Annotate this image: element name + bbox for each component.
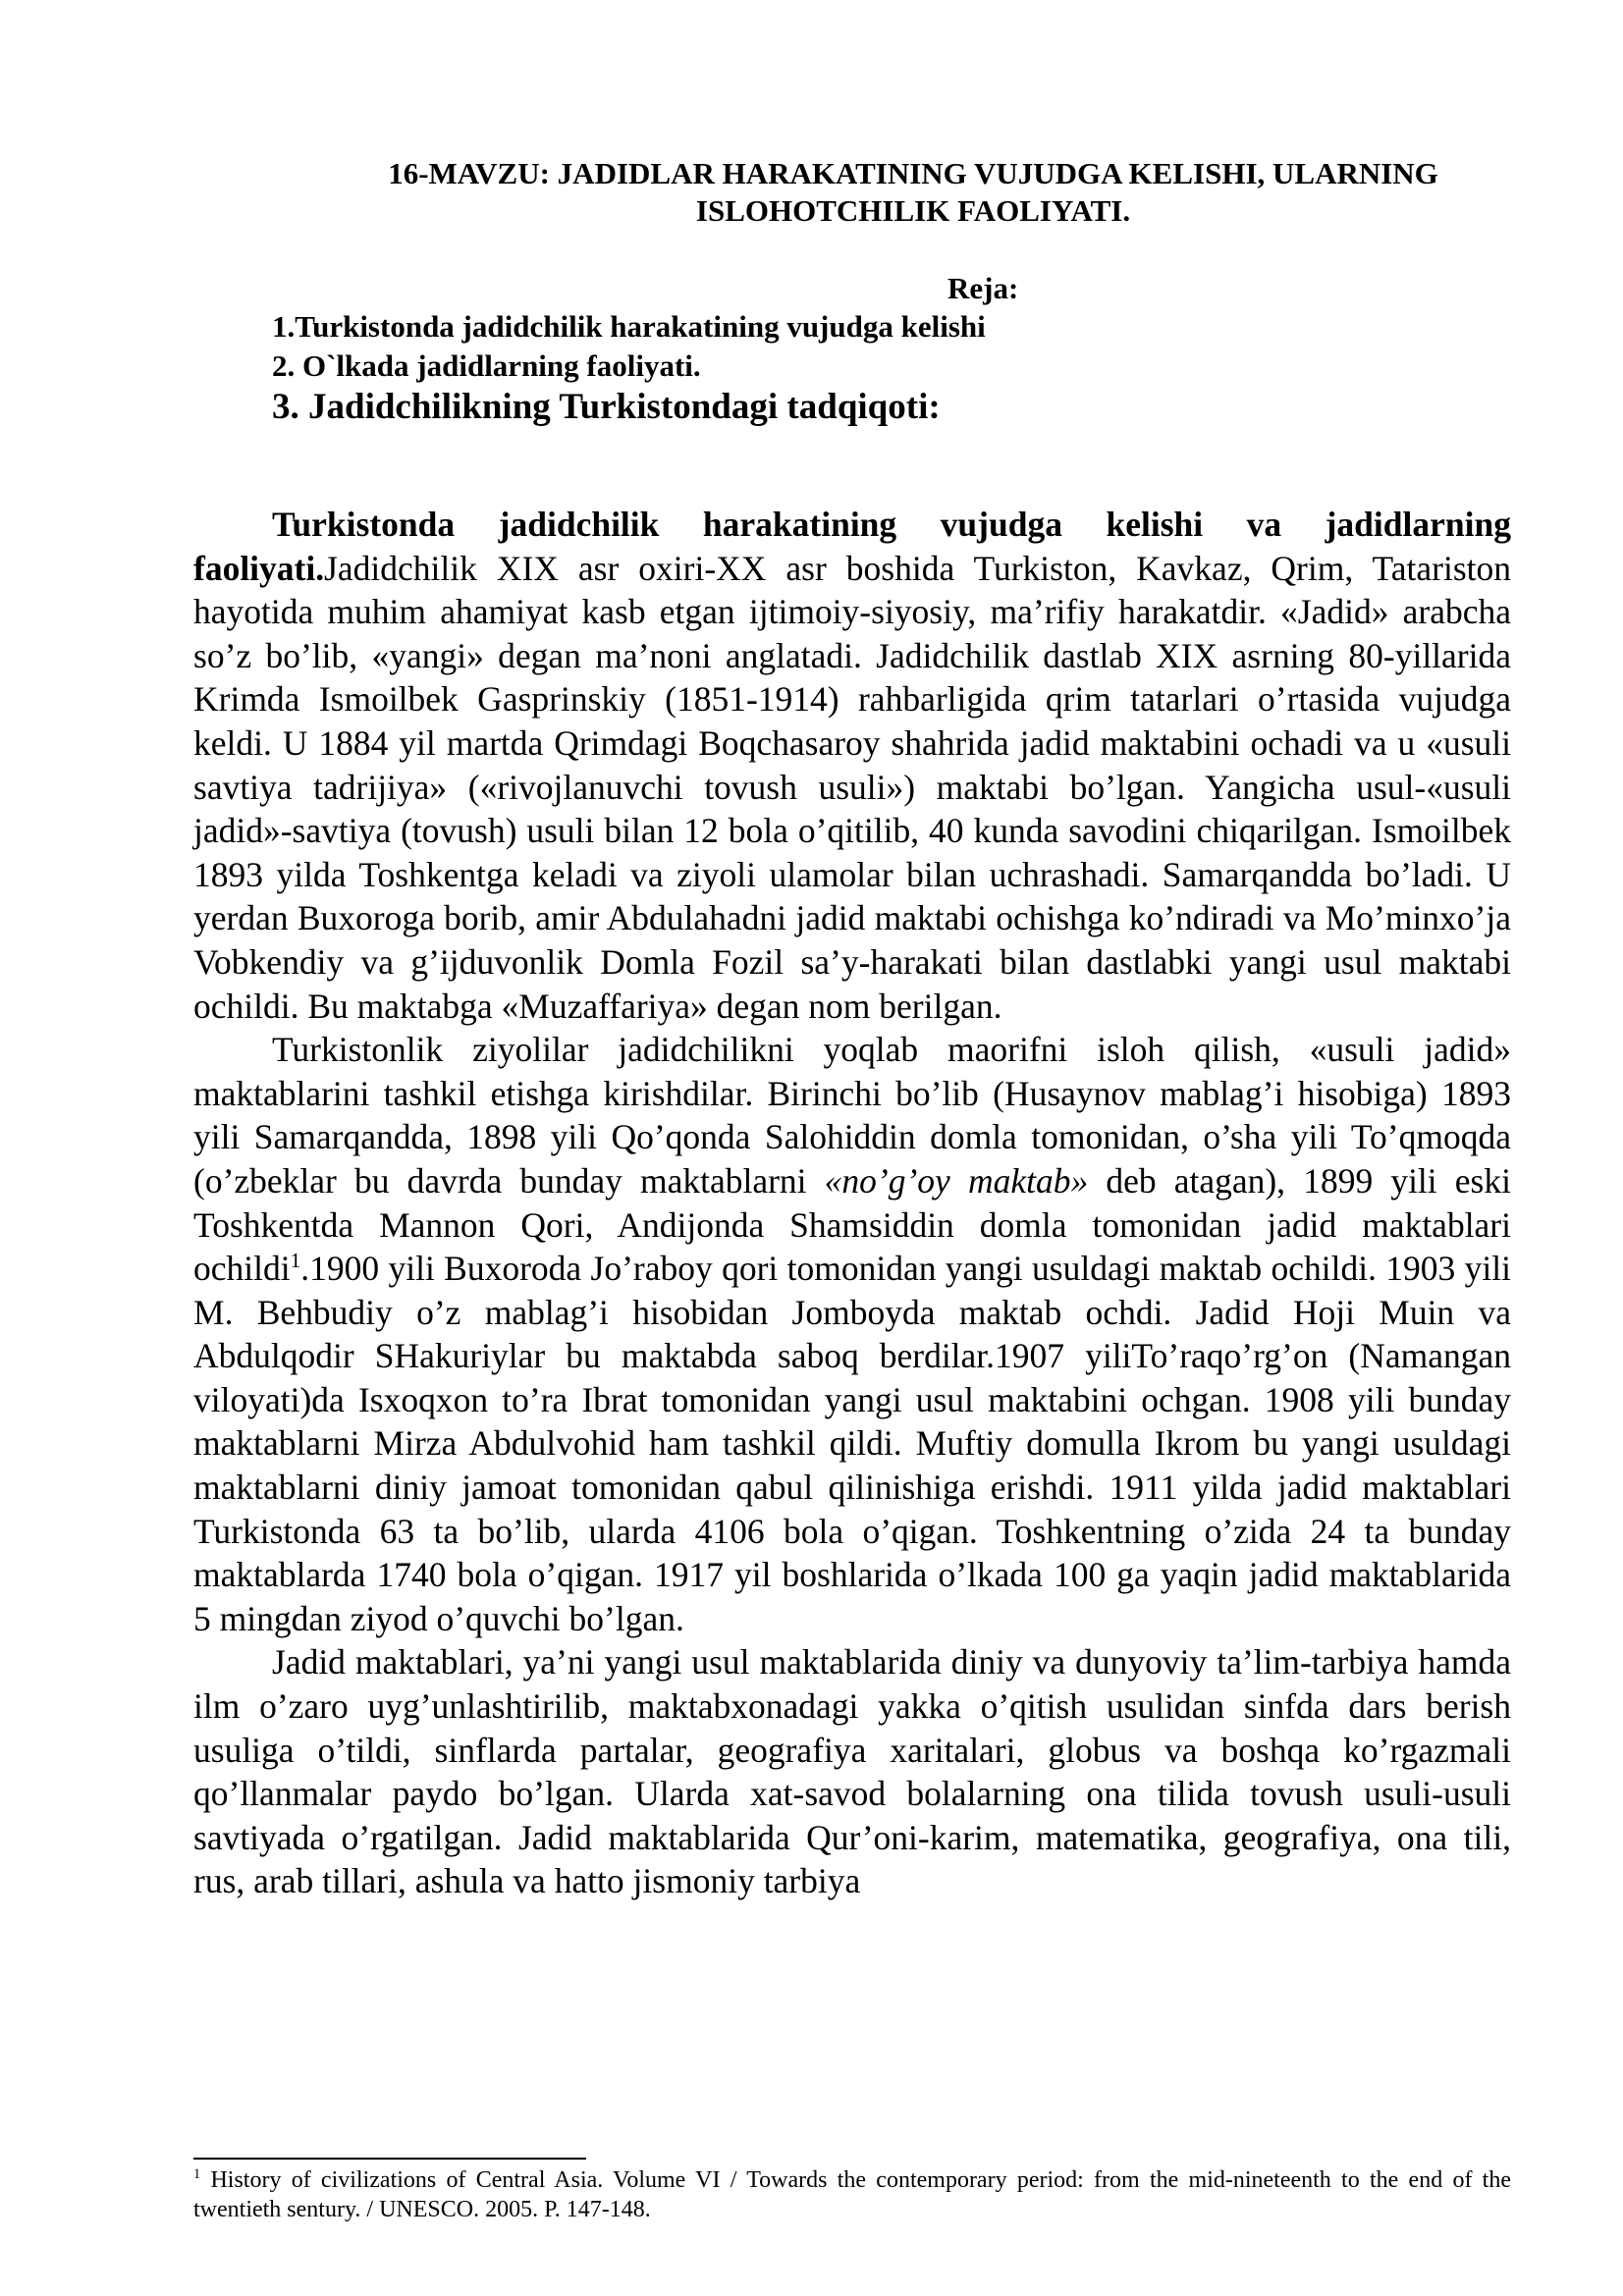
footnote-reference[interactable]: 1: [290, 1249, 301, 1273]
body-text: [193, 503, 1511, 1903]
plan-item: 2. O`lkada jadidlarning faoliyati.: [272, 348, 701, 383]
footnote-divider: [193, 2158, 586, 2160]
paragraph-2-text-a: Turkistonlik ziyolilar jadidchilikni yoqlab maorifni isloh qilish, «usuli jadid» maktablarini tashkil etishga kirishdilar. Birinchi bo’lib (Husaynov mablag’i hisobiga) 1893 yili Samarqandda, 1898 yili Qo’qonda Salohiddin domla tomonidan, o’sha yili To’qmoqda (o’zbeklar bu davrda bunday maktablarni: [193, 1030, 1511, 1201]
plan-list: [272, 307, 986, 429]
footnote-text: History of civilizations of Central Asia. Volume VI / Towards the contemporary period: from the mid-nineteenth to the end of the twentieth sentury. / UNESCO. 2005. P. 147-148.: [193, 2167, 1511, 2222]
paragraph-2-text-b: deb atagan), 1899 yili eski Toshkentda Mannon Qori, Andijonda Shamsiddin domla tomonidan jadid maktablari ochildi: [193, 1160, 1511, 1289]
footnote: [193, 2165, 1511, 2224]
paragraph-2-text-c: .1900 yili Buxoroda Jo’raboy qori tomonidan yangi usuldagi maktab ochildi. 1903 yili M. Behbudiy o’z mablag’i hisobidan Jomboyda maktab ochdi. Jadid Hoji Muin va Abdulqodir SHakuriylar bu maktabda saboq berdilar.1907 yiliTo’raqo’rg’on (Namangan viloyati)da Isxoqxon to’ra Ibrat tomonidan yangi usul maktabini ochgan. 1908 yili bunday maktablarni Mirza Abdulvohid ham tashkil qildi. Muftiy domulla Ikrom bu yangi usuldagi maktablarni diniy jamoat tomonidan qabul qilinishiga erishdi. 1911 yilda jadid maktablari Turkistonda 63 ta bo’lib, ularda 4106 bola o’qigan. Toshkentning o’zida 24 ta bunday maktablarda 1740 bola o’qigan. 1917 yil boshlarida o’lkada 100 ga yaqin jadid maktablarida 5 mingdan ziyod o’quvchi bo’lgan.: [193, 1249, 1511, 1638]
plan-item: 1.Turkistonda jadidchilik harakatining vujudga kelishi: [272, 309, 986, 344]
paragraph-3-text: Jadid maktablari, ya’ni yangi usul maktablarida diniy va dunyoviy ta’lim-tarbiya hamda ilm o’zaro uyg’unlashtirilib, maktabxonadagi yakka o’qitish usulidan sinfda dars berish usuliga o’tildi, sinflarda partalar, geografiya xaritalari, globus va boshqa ko’rgazmali qo’llanmalar paydo bo’lgan. Ularda xat-savod bolalarning ona tilida tovush usuli-usuli savtiyada o’rgatilgan. Jadid maktablarida Qur’oni-karim, matematika, geografiya, ona tili, rus, arab tillari, ashula va hatto jismoniy tarbiya: [193, 1642, 1511, 1901]
plan-heading: Reja:: [947, 271, 1019, 305]
paragraph-2-italic: «no’g’oy maktab»: [824, 1160, 1089, 1201]
paragraph-1: [193, 503, 1511, 1028]
page-title: 16-MAVZU: JADIDLAR HARAKATINING VUJUDGA KELISHI, ULARNING ISLOHOTCHILIK FAOLIYATI.: [388, 156, 1438, 228]
plan-item: 3. Jadidchilikning Turkistondagi tadqiqoti:: [272, 387, 941, 427]
section-lead: Turkistonda jadidchilik harakatining vujudga kelishi va jadidlarning faoliyati.: [193, 505, 1511, 588]
footnote-mark: 1: [193, 2166, 201, 2182]
paragraph-3: [193, 1640, 1511, 1903]
paragraph-2: [193, 1028, 1511, 1640]
paragraph-1-text: Jadidchilik XIX asr oxiri-XX asr boshida Turkiston, Kavkaz, Qrim, Tatariston hayotida muhim ahamiyat kasb etgan ijtimoiy-siyosiy, ma’rifiy harakatdir. «Jadid» arabcha so’z bo’lib, «yangi» degan ma’noni anglatadi. Jadidchilik dastlab XIX asrning 80-yillarida Krimda Ismoilbek Gasprinskiy (1851-1914) rahbarligida qrim tatarlari o’rtasida vujudga keldi. U 1884 yil martda Qrimdagi Boqchasaroy shahrida jadid maktabini ochadi va u «usuli savtiya tadrijiya» («rivojlanuvchi tovush usuli») maktabi bo’lgan. Yangicha usul-«usuli jadid»-savtiya (tovush) usuli bilan 12 bola o’qitilib, 40 kunda savodini chiqarilgan. Ismoilbek 1893 yilda Toshkentga keladi va ziyoli ulamolar bilan uchrashadi. Samarqandda bo’ladi. U yerdan Buxoroga borib, amir Abdulahadni jadid maktabi ochishga ko’ndiradi va Mo’minxo’ja Vobkendiy va g’ijduvonlik Domla Fozil sa’y-harakati bilan dastlabki yangi usul maktabi ochildi. Bu maktabga «Muzaffariya» degan nom berilgan.: [193, 548, 1511, 1026]
